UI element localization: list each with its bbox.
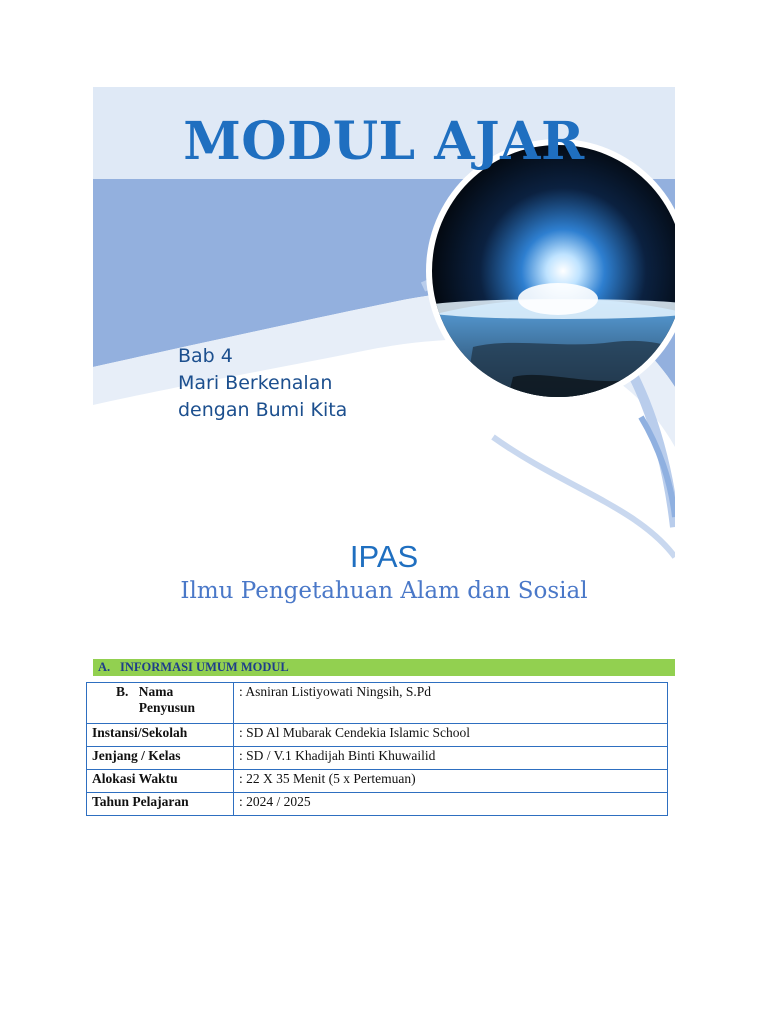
chapter-line: dengan Bumi Kita (178, 399, 348, 421)
table-value-cell: : 22 X 35 Menit (5 x Pertemuan) (234, 770, 668, 793)
table-value-cell: : 2024 / 2025 (234, 793, 668, 816)
cover-page (93, 87, 675, 612)
table-label-cell: Alokasi Waktu (87, 770, 234, 793)
table-value-cell: : SD / V.1 Khadijah Binti Khuwailid (234, 747, 668, 770)
table-row (87, 770, 668, 793)
table-row (87, 683, 668, 724)
table-value-cell: : Asniran Listiyowati Ningsih, S.Pd (234, 683, 668, 724)
chapter-line: Bab 4 (178, 345, 233, 367)
chapter-line: Mari Berkenalan (178, 372, 333, 394)
section-heading-bar (93, 659, 675, 676)
table-value-cell: : SD Al Mubarak Cendekia Islamic School (234, 724, 668, 747)
subject-full-name: Ilmu Pengetahuan Alam dan Sosial (180, 578, 588, 604)
general-info-table (86, 682, 668, 816)
table-label-cell: Tahun Pelajaran (87, 793, 234, 816)
table-row (87, 724, 668, 747)
section-letter: A. (98, 660, 111, 674)
table-label-cell: Instansi/Sekolah (87, 724, 234, 747)
section-title: INFORMASI UMUM MODUL (120, 660, 289, 674)
table-label-cell: Jenjang / Kelas (87, 747, 234, 770)
table-row (87, 793, 668, 816)
subject-abbreviation: IPAS (349, 539, 419, 574)
chapter-heading (178, 343, 347, 424)
table-row (87, 747, 668, 770)
table-label-cell (87, 683, 234, 724)
row-number: B. (116, 684, 129, 699)
document-title: MODUL AJAR (183, 111, 585, 172)
row-label: Nama Penyusun (138, 684, 196, 715)
